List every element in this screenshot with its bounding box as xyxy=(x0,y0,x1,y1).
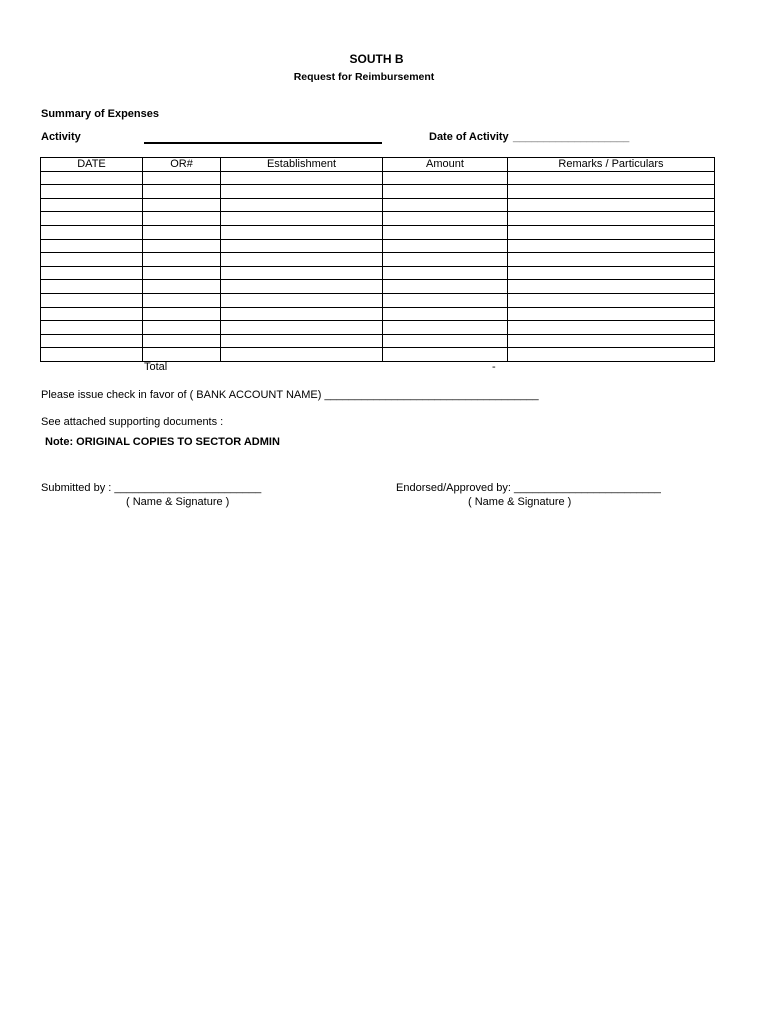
table-cell[interactable] xyxy=(41,198,143,212)
table-cell[interactable] xyxy=(508,307,715,321)
table-cell[interactable] xyxy=(383,171,508,185)
table-cell[interactable] xyxy=(143,198,221,212)
table-cell[interactable] xyxy=(508,280,715,294)
table-cell[interactable] xyxy=(508,348,715,362)
table-cell[interactable] xyxy=(221,293,383,307)
total-label: Total xyxy=(144,361,168,373)
table-cell[interactable] xyxy=(221,280,383,294)
column-header-establishment: Establishment xyxy=(221,158,383,172)
table-cell[interactable] xyxy=(383,307,508,321)
document-subtitle: Request for Reimbursement xyxy=(293,71,435,83)
table-cell[interactable] xyxy=(383,185,508,199)
table-cell[interactable] xyxy=(41,348,143,362)
table-cell[interactable] xyxy=(221,171,383,185)
table-row xyxy=(41,171,715,185)
table-cell[interactable] xyxy=(383,225,508,239)
total-value: - xyxy=(492,361,496,373)
table-cell[interactable] xyxy=(383,334,508,348)
table-cell[interactable] xyxy=(41,225,143,239)
table-cell[interactable] xyxy=(508,334,715,348)
table-cell[interactable] xyxy=(383,198,508,212)
table-cell[interactable] xyxy=(143,348,221,362)
table-cell[interactable] xyxy=(143,266,221,280)
activity-field[interactable] xyxy=(144,142,382,144)
column-header-amount: Amount xyxy=(383,158,508,172)
table-cell[interactable] xyxy=(41,307,143,321)
table-cell[interactable] xyxy=(41,239,143,253)
table-cell[interactable] xyxy=(508,293,715,307)
table-row xyxy=(41,334,715,348)
document-title: SOUTH B xyxy=(349,52,404,66)
table-cell[interactable] xyxy=(508,239,715,253)
table-cell[interactable] xyxy=(41,334,143,348)
table-row xyxy=(41,239,715,253)
table-cell[interactable] xyxy=(508,212,715,226)
date-of-activity-field[interactable]: ___________________ xyxy=(513,131,630,143)
table-cell[interactable] xyxy=(508,225,715,239)
table-cell[interactable] xyxy=(221,253,383,267)
table-cell[interactable] xyxy=(383,239,508,253)
table-row xyxy=(41,321,715,335)
table-cell[interactable] xyxy=(41,185,143,199)
submitted-by-line: Submitted by : ________________________ xyxy=(41,482,262,494)
table-cell[interactable] xyxy=(508,266,715,280)
column-header-remarks: Remarks / Particulars xyxy=(508,158,715,172)
table-row xyxy=(41,293,715,307)
table-cell[interactable] xyxy=(41,212,143,226)
table-cell[interactable] xyxy=(221,198,383,212)
table-cell[interactable] xyxy=(221,321,383,335)
table-cell[interactable] xyxy=(221,185,383,199)
table-cell[interactable] xyxy=(383,280,508,294)
table-cell[interactable] xyxy=(143,212,221,226)
table-cell[interactable] xyxy=(143,321,221,335)
summary-heading: Summary of Expenses xyxy=(41,108,159,120)
expenses-table xyxy=(40,157,715,362)
table-cell[interactable] xyxy=(143,185,221,199)
table-cell[interactable] xyxy=(221,348,383,362)
table-cell[interactable] xyxy=(383,293,508,307)
table-cell[interactable] xyxy=(221,225,383,239)
table-row xyxy=(41,198,715,212)
table-cell[interactable] xyxy=(383,212,508,226)
table-cell[interactable] xyxy=(221,307,383,321)
table-row xyxy=(41,253,715,267)
column-header-or-number: OR# xyxy=(143,158,221,172)
endorsed-by-line: Endorsed/Approved by: ________________________ xyxy=(396,482,661,494)
table-header-row xyxy=(41,158,715,172)
table-cell[interactable] xyxy=(143,280,221,294)
check-payee-line: Please issue check in favor of ( BANK ACCOUNT NAME) ___________________________________ xyxy=(41,389,539,401)
table-cell[interactable] xyxy=(143,171,221,185)
table-cell[interactable] xyxy=(221,334,383,348)
table-cell[interactable] xyxy=(143,307,221,321)
table-cell[interactable] xyxy=(508,253,715,267)
table-cell[interactable] xyxy=(508,171,715,185)
table-row xyxy=(41,212,715,226)
table-cell[interactable] xyxy=(41,266,143,280)
table-cell[interactable] xyxy=(41,321,143,335)
table-cell[interactable] xyxy=(143,334,221,348)
date-of-activity-label: Date of Activity xyxy=(429,131,509,143)
table-row xyxy=(41,307,715,321)
table-cell[interactable] xyxy=(143,239,221,253)
table-cell[interactable] xyxy=(41,253,143,267)
table-cell[interactable] xyxy=(221,266,383,280)
table-cell[interactable] xyxy=(143,225,221,239)
table-cell[interactable] xyxy=(383,253,508,267)
table-row xyxy=(41,266,715,280)
table-cell[interactable] xyxy=(383,266,508,280)
column-header-date: DATE xyxy=(41,158,143,172)
table-cell[interactable] xyxy=(383,348,508,362)
table-cell[interactable] xyxy=(383,321,508,335)
table-cell[interactable] xyxy=(143,293,221,307)
table-cell[interactable] xyxy=(508,321,715,335)
table-cell[interactable] xyxy=(508,198,715,212)
table-row xyxy=(41,185,715,199)
note-text: Note: ORIGINAL COPIES TO SECTOR ADMIN xyxy=(45,436,280,448)
table-cell[interactable] xyxy=(508,185,715,199)
activity-label: Activity xyxy=(41,131,81,143)
endorsed-by-caption: ( Name & Signature ) xyxy=(468,496,572,508)
table-cell[interactable] xyxy=(143,253,221,267)
table-cell[interactable] xyxy=(41,280,143,294)
table-cell[interactable] xyxy=(41,171,143,185)
table-row xyxy=(41,225,715,239)
table-cell[interactable] xyxy=(41,293,143,307)
table-row xyxy=(41,348,715,362)
table-cell[interactable] xyxy=(221,239,383,253)
table-cell[interactable] xyxy=(221,212,383,226)
supporting-documents-label: See attached supporting documents : xyxy=(41,416,224,428)
table-row xyxy=(41,280,715,294)
submitted-by-caption: ( Name & Signature ) xyxy=(126,496,230,508)
